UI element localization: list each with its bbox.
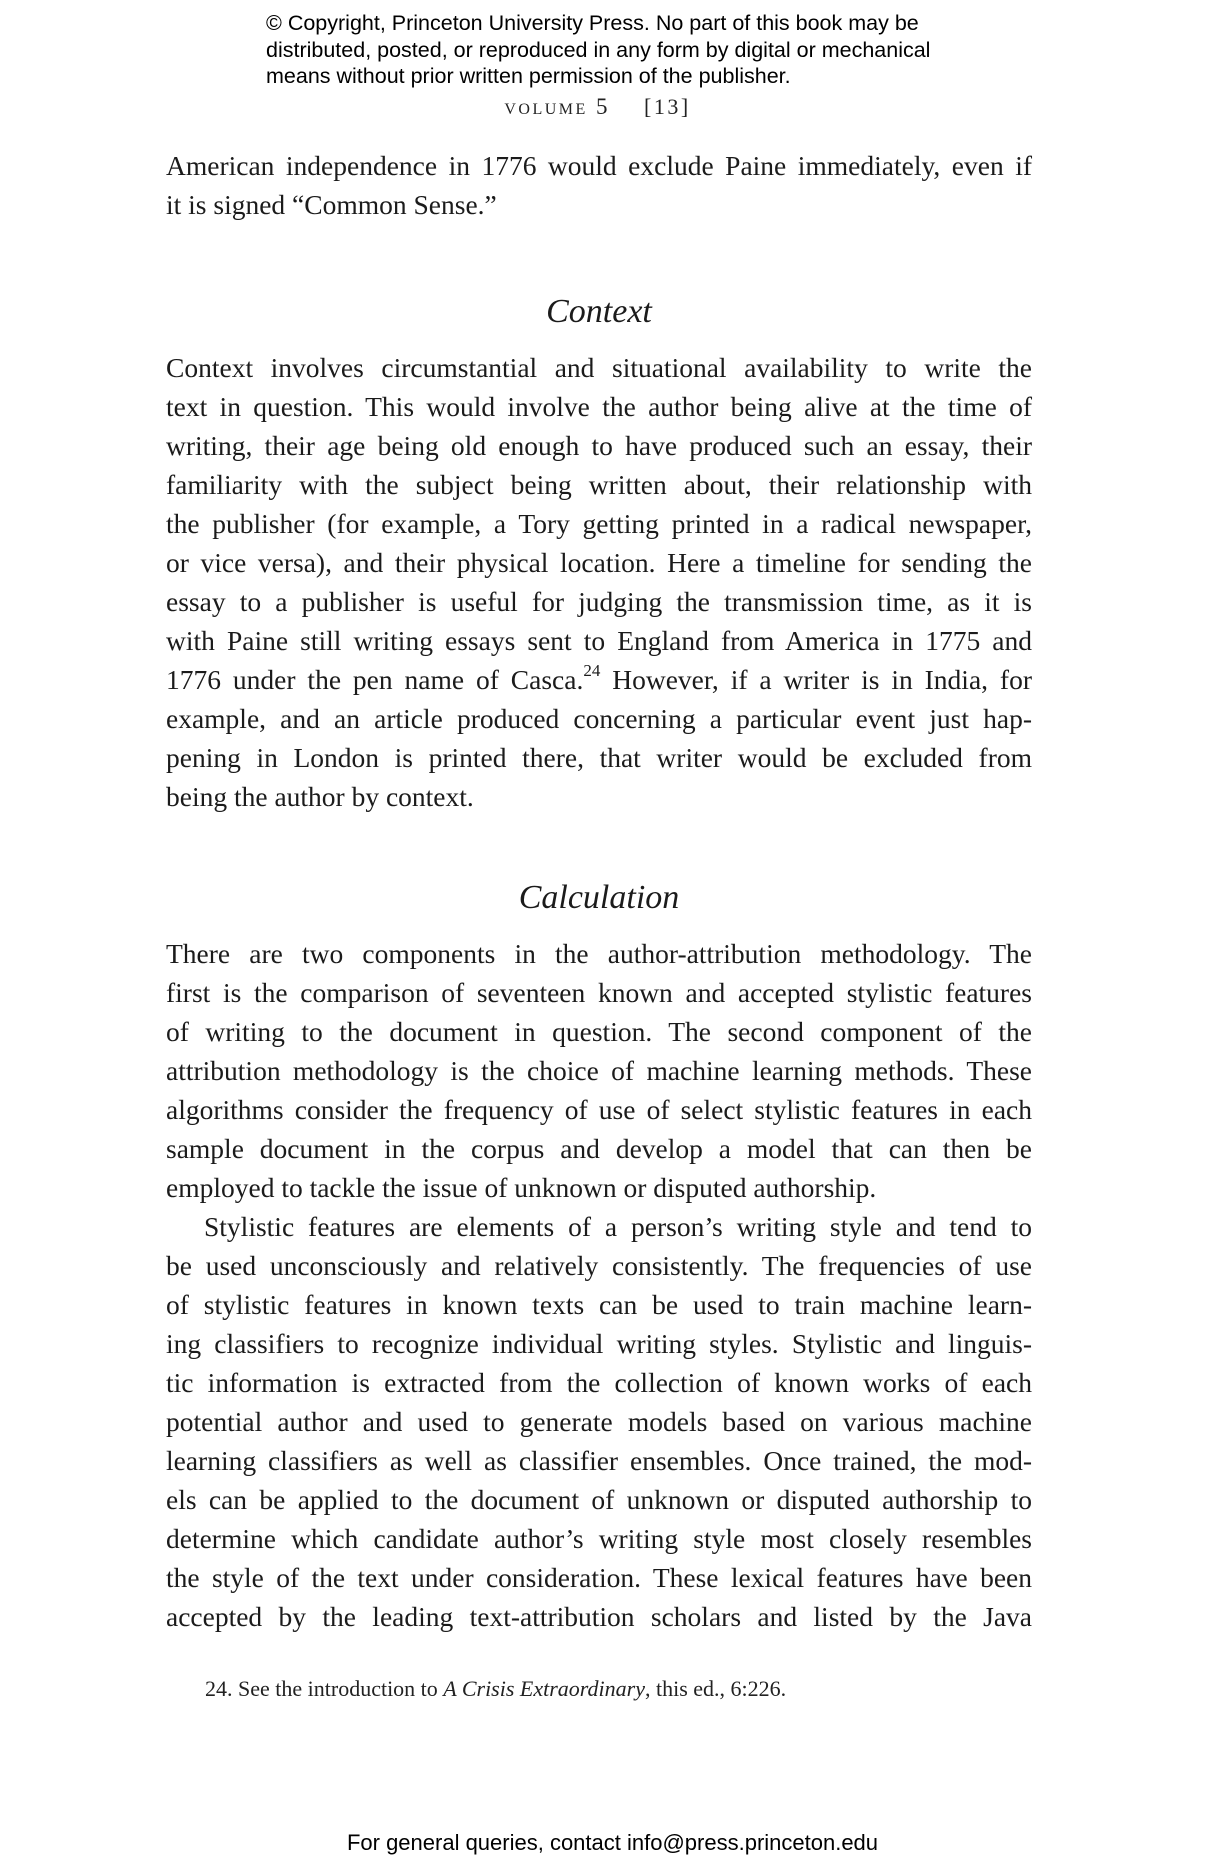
footnote-number: 24. [205, 1676, 233, 1701]
text-line: text in question. This would involve the author being alive at the time of [166, 391, 1032, 422]
text-line: the style of the text under consideration. These lexical features have been [166, 1562, 1032, 1593]
footnote-reference[interactable]: 24 [583, 660, 601, 680]
text-line-with-footnote [166, 660, 1032, 699]
copyright-notice [266, 10, 1026, 90]
text-line: essay to a publisher is useful for judging the transmission time, as it is [166, 586, 1032, 617]
calculation-paragraph-1 [166, 934, 1032, 1207]
footnote-title: A Crisis Extraordinary [443, 1676, 645, 1701]
text-line: American independence in 1776 would exclude Paine immediately, even if [166, 150, 1032, 181]
text-line: with Paine still writing essays sent to England from America in 1775 and [166, 625, 1032, 656]
text-line: Stylistic features are elements of a person’s writing style and tend to [204, 1211, 1032, 1242]
text-segment: 1776 under the pen name of Casca. [166, 664, 584, 695]
text-line: of stylistic features in known texts can be used to train machine learn- [166, 1289, 1032, 1320]
section-heading-calculation: Calculation [518, 879, 680, 916]
text-line: employed to tackle the issue of unknown or disputed authorship. [166, 1172, 877, 1203]
section-heading-context: Context [546, 293, 652, 330]
text-line: it is signed “Common Sense.” [166, 189, 497, 220]
copyright-line: means without prior written permission of the publisher. [266, 64, 791, 88]
volume-label: volume 5 [504, 94, 611, 119]
text-line: determine which candidate author’s writing style most closely resembles [166, 1523, 1032, 1554]
footnote-text: , this ed., 6:226. [644, 1676, 787, 1701]
text-line: example, and an article produced concerning a particular event just hap- [166, 703, 1032, 734]
text-line: potential author and used to generate models based on various machine [166, 1406, 1032, 1437]
text-line: or vice versa), and their physical location. Here a timeline for sending the [166, 547, 1032, 578]
text-line: attribution methodology is the choice of machine learning methods. These [166, 1055, 1032, 1086]
text-line: There are two components in the author-attribution methodology. The [166, 938, 1032, 969]
text-line: pening in London is printed there, that writer would be excluded from [166, 742, 1032, 773]
text-line: familiarity with the subject being written about, their relationship with [166, 469, 1032, 500]
text-line: first is the comparison of seventeen known and accepted stylistic features [166, 977, 1032, 1008]
text-line: being the author by context. [166, 781, 474, 812]
text-line: sample document in the corpus and develop a model that can then be [166, 1133, 1032, 1164]
text-line: writing, their age being old enough to have produced such an essay, their [166, 430, 1032, 461]
copyright-line: distributed, posted, or reproduced in any form by digital or mechanical [266, 37, 931, 62]
page-number: [13] [644, 94, 691, 119]
footnote [205, 1676, 1025, 1702]
text-line: algorithms consider the frequency of use of select stylistic features in each [166, 1094, 1032, 1125]
text-line: accepted by the leading text-attribution scholars and listed by the Java [166, 1601, 1032, 1632]
text-segment: However, if a writer is in India, for [600, 664, 1032, 695]
text-line: learning classifiers as well as classifier ensembles. Once trained, the mod- [166, 1445, 1032, 1476]
copyright-line: © Copyright, Princeton University Press. No part of this book may be [266, 11, 919, 35]
running-head [0, 94, 1195, 120]
text-line: ing classifiers to recognize individual writing styles. Stylistic and linguis- [166, 1328, 1032, 1359]
text-line: be used unconsciously and relatively consistently. The frequencies of use [166, 1250, 1032, 1281]
context-paragraph [166, 348, 1032, 816]
calculation-paragraph-2 [166, 1207, 1032, 1636]
opening-paragraph [166, 146, 1032, 224]
text-line: Context involves circumstantial and situational availability to write the [166, 352, 1032, 383]
text-line: tic information is extracted from the collection of known works of each [166, 1367, 1032, 1398]
text-line: the publisher (for example, a Tory getting printed in a radical newspaper, [166, 508, 1032, 539]
footnote-text: See the introduction to [232, 1676, 444, 1701]
text-line: els can be applied to the document of unknown or disputed authorship to [166, 1484, 1032, 1515]
text-line: of writing to the document in question. The second component of the [166, 1016, 1032, 1047]
page-body [166, 146, 1032, 1636]
footer-contact: For general queries, contact info@press.princeton.edu [346, 1830, 879, 1855]
